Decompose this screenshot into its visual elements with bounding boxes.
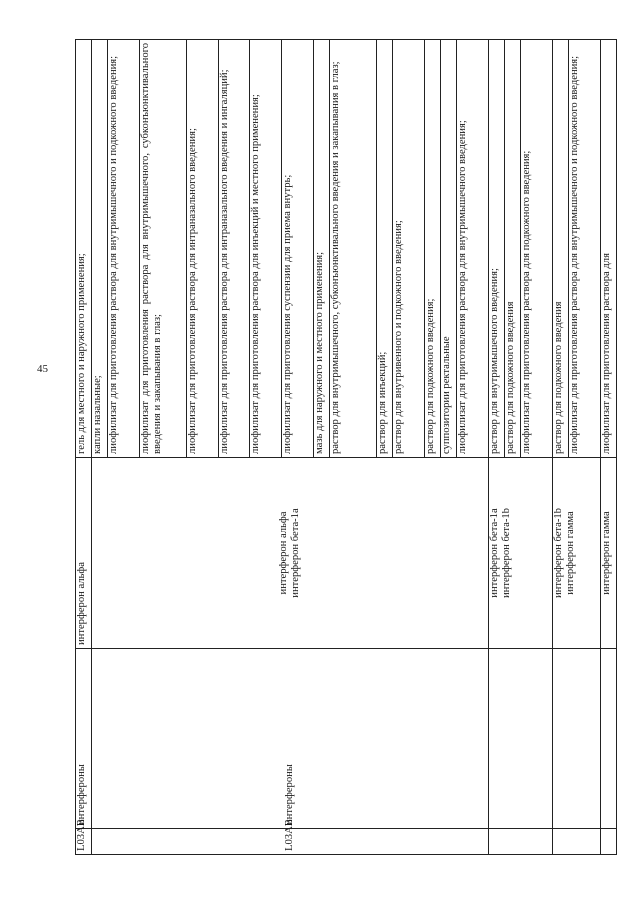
page-number: 45: [37, 363, 48, 375]
group-name: [488, 649, 552, 829]
dosage-form: лиофилизат для приготовления раствора для внутримышечного, субконъюнктивального введения и закапывания в глаз;: [140, 40, 187, 458]
dosage-form: лиофилизат для приготовления раствора для инъекций и местного применения;: [250, 40, 282, 458]
dosage-form: лиофилизат для приготовления раствора для интраназального введения;: [186, 40, 218, 458]
dosage-form: капли назальные;: [92, 40, 108, 458]
substance-name: интерферон гамма: [600, 458, 616, 649]
atc-code: L03AB: [76, 829, 92, 855]
group-name: интерфероны: [92, 649, 489, 829]
substance-name: интерферон альфа: [76, 458, 92, 649]
rotated-table-container: [75, 40, 617, 855]
table-row: [92, 40, 108, 855]
group-name: [552, 649, 600, 829]
dosage-form: раствор для подкожного введения: [552, 40, 568, 458]
substance-name: [552, 458, 600, 649]
group-name: [600, 649, 616, 829]
atc-code: [552, 829, 600, 855]
dosage-form: раствор для подкожного введения;: [424, 40, 440, 458]
substance-name: [92, 458, 489, 649]
dosage-form: лиофилизат для приготовления раствора для внутримышечного и подкожного введения;: [568, 40, 600, 458]
dosage-form: раствор для внутривенного и подкожного введения;: [392, 40, 424, 458]
dosage-form: лиофилизат для приготовления раствора для внутримышечного и подкожного введения;: [108, 40, 140, 458]
table-row: [600, 40, 616, 855]
substance-line: интерферон бета-1а: [289, 508, 301, 598]
atc-code: L03AB: [92, 829, 489, 855]
dosage-form: раствор для внутримышечного введения;: [488, 40, 504, 458]
substance-line: интерферон гамма: [564, 511, 576, 595]
dosage-form: лиофилизат для приготовления раствора для внутримышечного введения;: [456, 40, 488, 458]
substance-name: [488, 458, 552, 649]
drug-table: [75, 39, 617, 855]
substance-line: интерферон альфа: [277, 511, 289, 595]
table-row: [488, 40, 504, 855]
substance-line: интерферон бета-1b: [500, 508, 512, 598]
dosage-form: лиофилизат для приготовления раствора для интраназального введения и ингаляций;: [218, 40, 250, 458]
dosage-form: раствор для внутримышечного, субконъюнктивального введения и закапывания в глаз;: [330, 40, 377, 458]
dosage-form: лиофилизат для приготовления раствора для: [600, 40, 616, 458]
dosage-form: раствор для инъекций;: [376, 40, 392, 458]
group-name: интерфероны: [76, 649, 92, 829]
table-row: [552, 40, 568, 855]
dosage-form: суппозитории ректальные: [440, 40, 456, 458]
dosage-form: гель для местного и наружного применения;: [76, 40, 92, 458]
substance-line: интерферон бета-1b: [552, 508, 564, 598]
table-row: [76, 40, 92, 855]
atc-code: [488, 829, 552, 855]
dosage-form: лиофилизат для приготовления раствора для подкожного введения;: [520, 40, 552, 458]
dosage-form: мазь для наружного и местного применения;: [314, 40, 330, 458]
atc-code: [600, 829, 616, 855]
substance-line: интерферон бета-1а: [488, 508, 500, 598]
dosage-form: раствор для подкожного введения: [504, 40, 520, 458]
dosage-form: лиофилизат для приготовления суспензии для приема внутрь;: [282, 40, 314, 458]
